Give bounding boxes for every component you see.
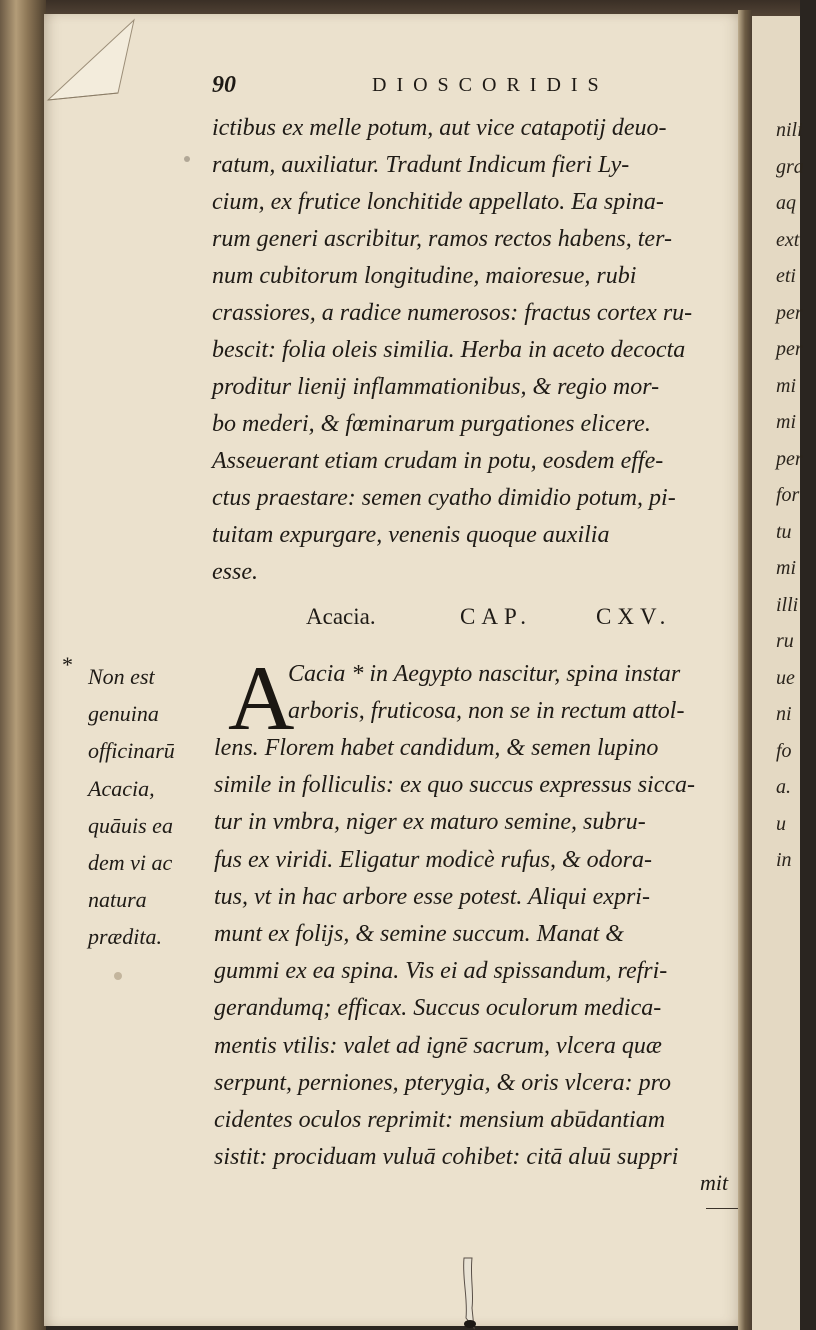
text-line: tur in vmbra, niger ex maturo semine, subru- [214,809,646,836]
text-line: ctus praestare: semen cyatho dimidio potum, pi- [212,485,676,511]
marginal-note-line: Non est [88,664,155,689]
facing-page-fragment: gra [776,155,804,178]
facing-page-fragment: eti [776,265,796,287]
running-head [212,72,732,108]
facing-page-fragment: ext [776,228,800,251]
text-line: gerandumq; efficax. Succus oculorum medica- [214,995,662,1022]
facing-page-fragment: a. [776,776,791,798]
catchword-rule [706,1208,738,1209]
text-line: cidentes oculos reprimit: mensium abūdantiam [214,1106,666,1133]
facing-page-fragment: nili [776,119,803,141]
marginal-note [88,658,212,956]
facing-page-fragment: fo [776,739,792,762]
bookmark-ribbon-icon [454,1258,484,1330]
facing-page-fragment: aq [776,192,796,214]
text-line: Asseuerant etiam crudam in potu, eosdem effe- [212,448,664,474]
chapter-name: Acacia. [306,604,376,629]
facing-page-fragment: per [776,338,803,360]
text-line: mentis vtilis: valet ad ignē sacrum, vlcera quæ [214,1032,662,1059]
paper-stain [184,156,190,162]
text-line: arboris, fruticosa, non se in rectum attol- [288,698,685,725]
book-spine [0,0,46,1330]
text-line: rum generi ascribitur, ramos rectos habens, ter- [212,226,672,252]
text-line: tuitam expurgare, venenis quoque auxilia [212,522,610,548]
text-line: cium, ex frutice lonchitide appellato. Ea spina- [212,189,664,215]
text-line: Cacia * in Aegypto nascitur, spina instar [288,661,681,687]
facing-page-fragment: mi [776,557,796,579]
facing-page-fragment: in [776,849,792,871]
marginal-note-line: natura [88,887,147,913]
text-line: sistit: prociduam vuluā cohibet: citā aluū suppri [214,1144,679,1171]
facing-page-fragment: illi [776,593,799,616]
facing-page-fragment: ue [776,666,795,689]
running-title: DIOSCORIDIS [372,74,609,96]
text-line: tus, vt in hac arbore esse potest. Aliqui expri- [214,883,650,910]
chapter-heading [300,600,720,640]
text-line: munt ex folijs, & semine succum. Manat & [214,920,624,947]
marginal-note-line: quāuis ea [88,812,173,838]
text-line: bescit: folia oleis similia. Herba in aceto decocta [212,337,686,363]
marginal-note-line: prædita. [88,924,162,950]
page-number: 90 [212,72,236,98]
marginal-note-line: genuina [88,701,159,727]
paper-stain [114,972,122,980]
facing-page-fragment: per [776,301,803,324]
text-line: simile in folliculis: ex quo succus expressus sicca- [214,772,696,799]
text-line: lens. Florem habet candidum, & semen lupino [214,735,659,761]
drop-cap: A [228,647,295,749]
text-line: esse. [212,559,258,585]
text-line: serpunt, perniones, pterygia, & oris vlcera: pro [214,1069,672,1096]
facing-page-fragment: ru [776,630,794,652]
page-gutter [738,10,752,1330]
marginal-note-line: dem vi ac [88,849,173,875]
facing-page-fragment: ni [776,703,792,725]
facing-page-fragment: tu [776,520,792,543]
marginal-note-line: officinarū [88,738,175,764]
text-line: ratum, auxiliatur. Tradunt Indicum fieri Ly- [212,152,630,178]
body-text-rest [214,730,740,1176]
folded-corner-icon [46,18,136,103]
text-line: ictibus ex melle potum, aut vice catapotij deuo- [212,115,667,141]
text-line: bo mederi, & fœminarum purgationes elicere. [212,411,651,437]
body-text-top [212,110,740,591]
facing-page-fragment: mi [776,411,796,433]
chapter-number: CXV. [596,604,672,629]
text-line: crassiores, a radice numerosos: fractus cortex ru- [212,300,693,326]
text-line: fus ex viridi. Eligatur modicè rufus, & odora- [214,846,652,873]
marginal-note-line: Acacia, [88,775,155,801]
facing-page-fragment: for [776,484,800,506]
catchword: mit [700,1170,729,1195]
text-line: num cubitorum longitudine, maioresue, rubi [212,263,637,289]
chapter-cap-label: CAP. [460,604,532,629]
facing-page-edge [752,16,804,1330]
facing-page-fragment: per [776,447,803,470]
facing-page-text [776,112,816,879]
facing-page-fragment: mi [776,374,796,397]
text-line: proditur lienij inflammationibus, & regio mor- [212,374,660,400]
facing-page-fragment: u [776,812,786,835]
body-text-first [288,656,740,730]
note-marker: * [62,652,73,677]
text-line: gummi ex ea spina. Vis ei ad spissandum, refri- [214,958,668,985]
